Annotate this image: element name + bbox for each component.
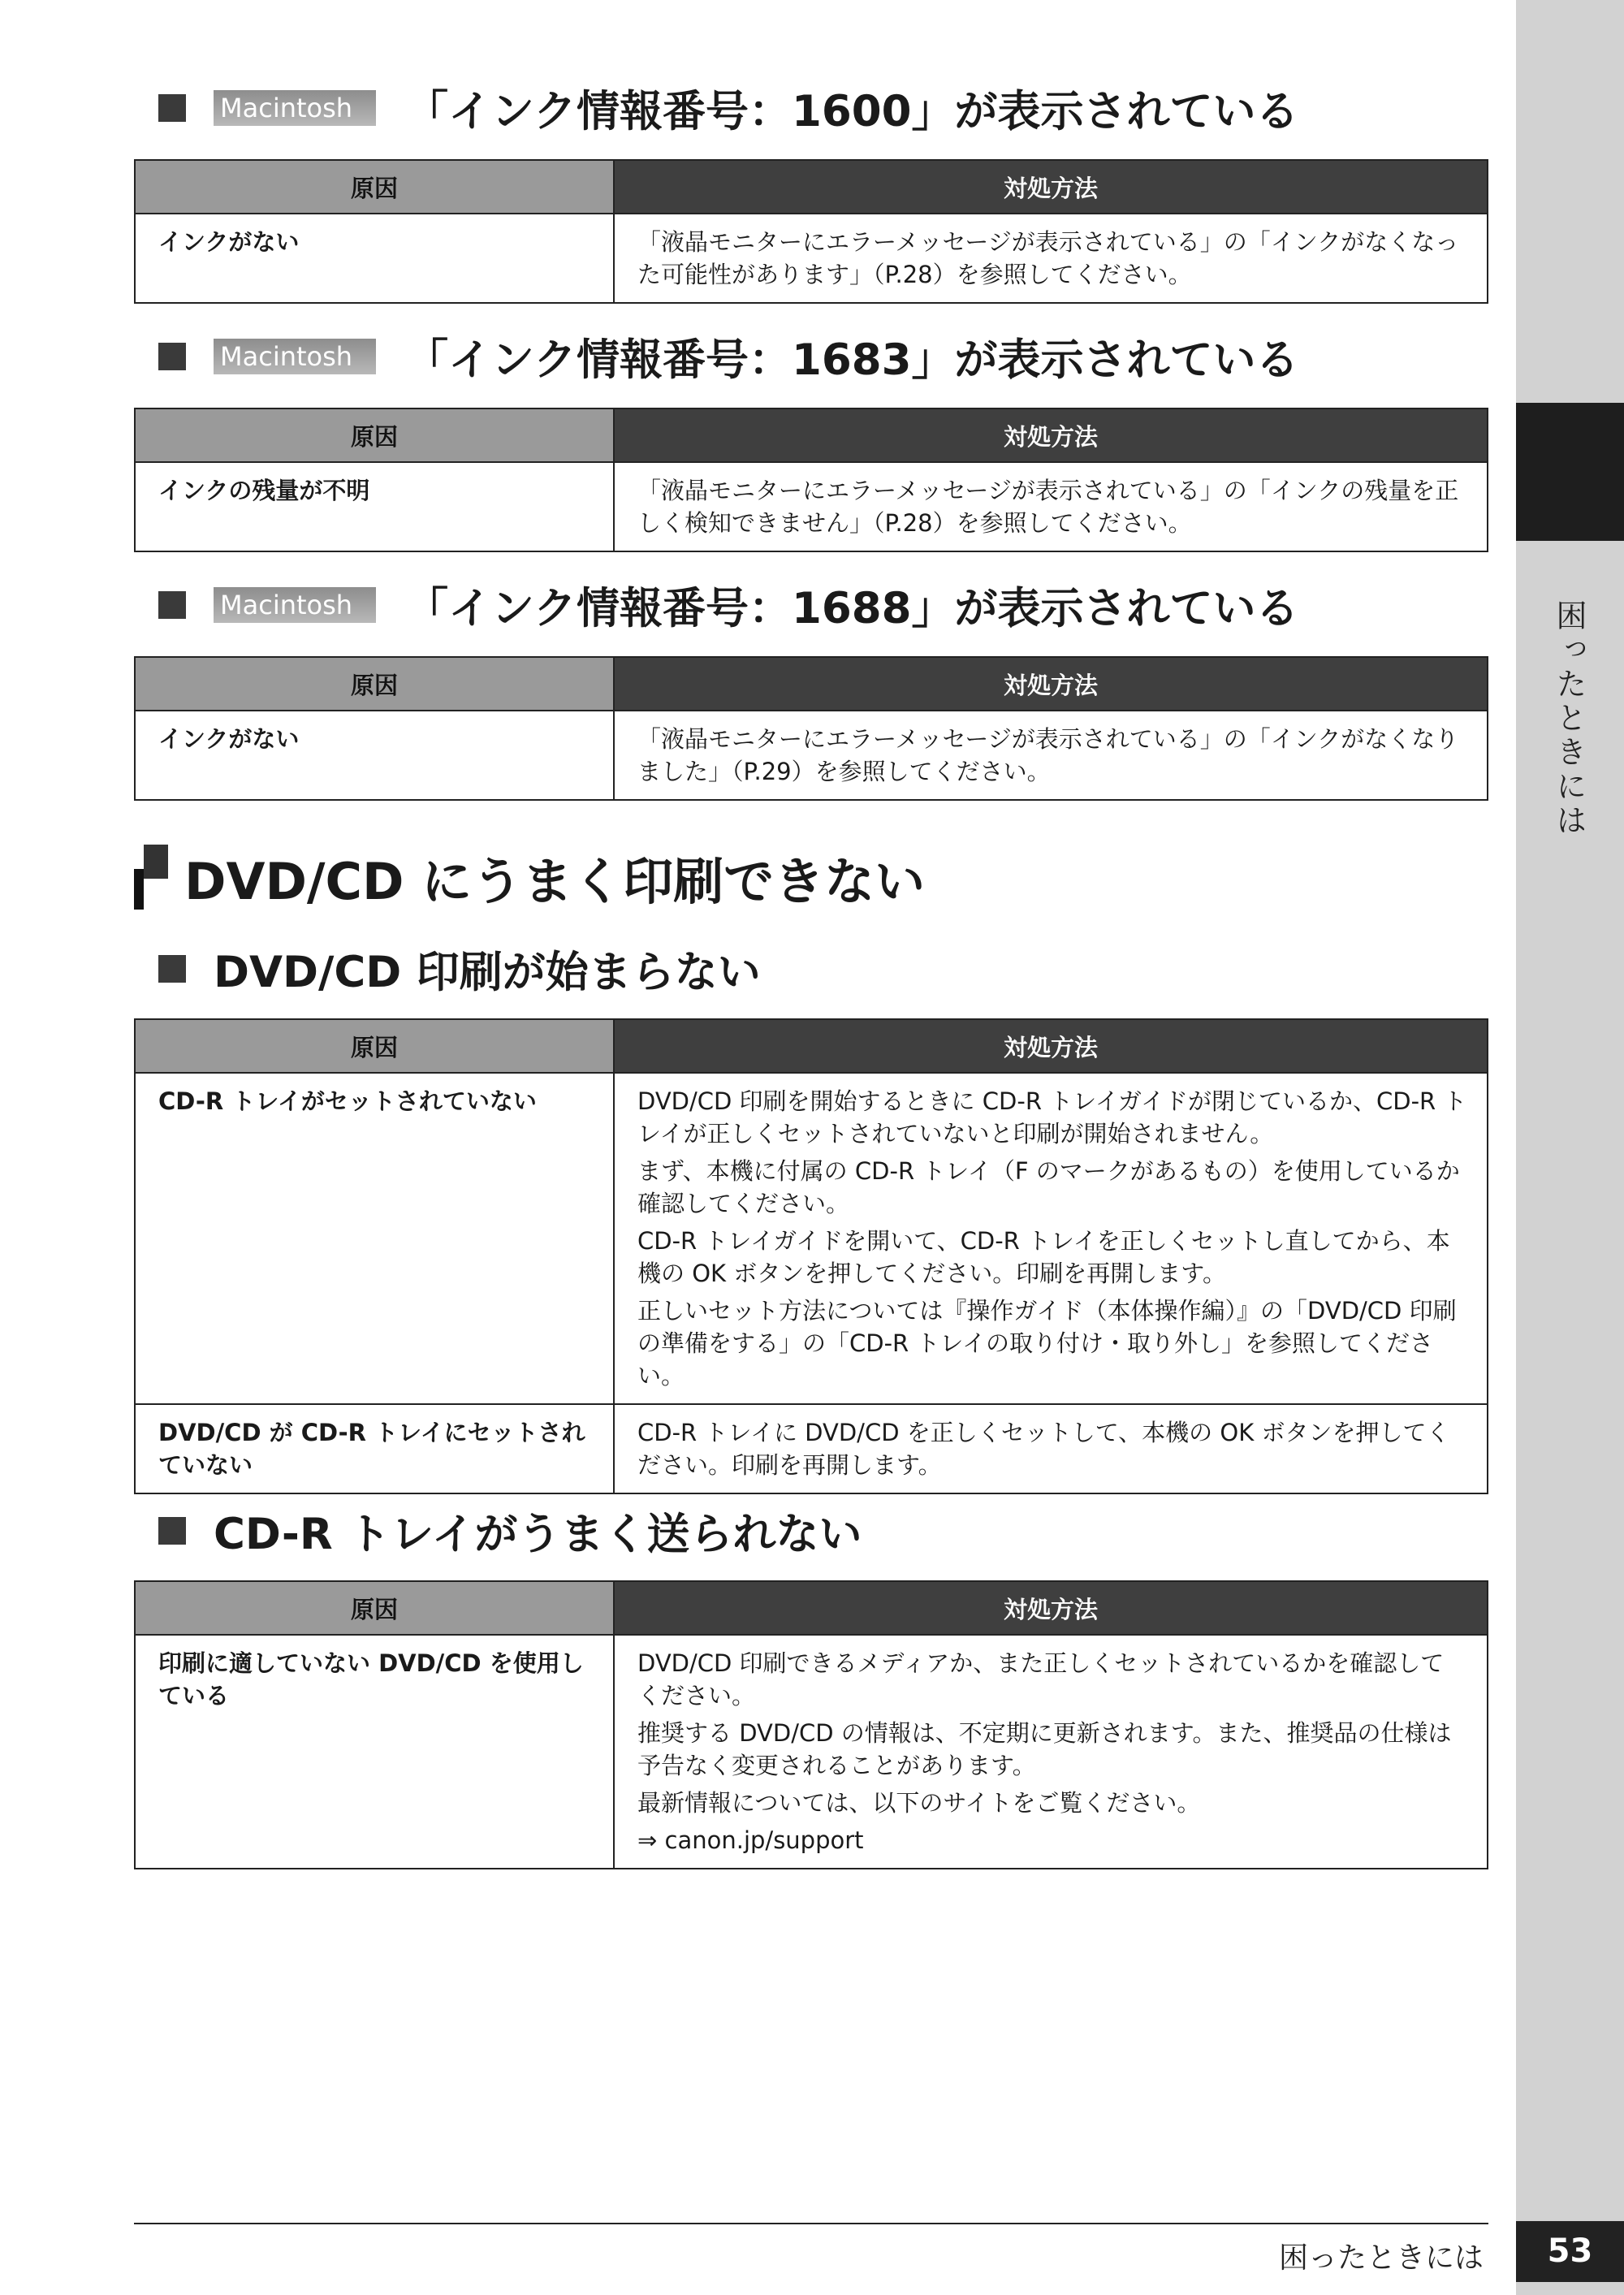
square-bullet-icon bbox=[158, 94, 186, 122]
solution-text: 「液晶モニターにエラーメッセージが表示されている」の「インクの残量を正しく検知できません」（P.28）を参照してください。 bbox=[637, 477, 1459, 537]
macintosh-logo: Macintosh bbox=[214, 587, 376, 623]
solution-text: DVD/CD 印刷できるメディアか、また正しくセットされているかを確認してください。 bbox=[637, 1649, 1445, 1709]
cause-cell: インクの残量が不明 bbox=[135, 462, 614, 551]
table-row bbox=[135, 214, 1488, 303]
solution-cell bbox=[614, 462, 1488, 551]
table-row bbox=[135, 1635, 1488, 1869]
header-cause: 原因 bbox=[135, 657, 614, 711]
solution-text: 最新情報については、以下のサイトをご覧ください。 bbox=[637, 1789, 1201, 1817]
cause-cell: インクがない bbox=[135, 214, 614, 303]
table-dvd-not-starting bbox=[134, 1018, 1488, 1494]
solution-cell bbox=[614, 711, 1488, 800]
table-1600 bbox=[134, 159, 1488, 304]
section-title: 「インク情報番号：1688」が表示されている bbox=[405, 584, 1299, 633]
header-solution: 対処方法 bbox=[614, 408, 1488, 462]
solution-text: 推奨する DVD/CD の情報は、不定期に更新されます。また、推奨品の仕様は予告なく変更されることがあります。 bbox=[637, 1719, 1452, 1779]
square-bullet-icon bbox=[158, 343, 186, 370]
table-tray-feed bbox=[134, 1580, 1488, 1869]
table-1688 bbox=[134, 656, 1488, 801]
main-heading-text: DVD/CD にうまく印刷できない bbox=[184, 851, 926, 911]
subsection-title: CD-R トレイがうまく送られない bbox=[214, 1510, 862, 1559]
cause-cell: DVD/CD が CD-R トレイにセットされていない bbox=[135, 1404, 614, 1493]
table-1683 bbox=[134, 408, 1488, 552]
solution-text: DVD/CD 印刷を開始するときに CD-R トレイガイドが閉じているか、CD-R トレイが正しくセットされていないと印刷が開始されません。 bbox=[637, 1087, 1467, 1148]
section-title: 「インク情報番号：1683」が表示されている bbox=[405, 335, 1299, 385]
header-solution: 対処方法 bbox=[614, 1581, 1488, 1635]
footer-section-label: 困ったときには bbox=[1279, 2241, 1484, 2275]
table-row bbox=[135, 1073, 1488, 1404]
subsection-title: DVD/CD 印刷が始まらない bbox=[214, 948, 761, 997]
footer-divider bbox=[134, 2223, 1488, 2224]
cause-cell: インクがない bbox=[135, 711, 614, 800]
header-cause: 原因 bbox=[135, 408, 614, 462]
heading-mark-icon bbox=[134, 845, 175, 910]
solution-text: 「液晶モニターにエラーメッセージが表示されている」の「インクがなくなった可能性があります」（P.28）を参照してください。 bbox=[637, 228, 1459, 288]
section-heading-1688 bbox=[158, 577, 1298, 633]
solution-text: CD-R トレイガイドを開いて、CD-R トレイを正しくセットし直してから、本機の OK ボタンを押してください。印刷を再開します。 bbox=[637, 1227, 1450, 1287]
macintosh-logo: Macintosh bbox=[214, 339, 376, 374]
cause-cell: CD-R トレイがセットされていない bbox=[135, 1073, 614, 1404]
solution-text: CD-R トレイに DVD/CD を正しくセットして、本機の OK ボタンを押してください。印刷を再開します。 bbox=[637, 1419, 1450, 1479]
solution-cell bbox=[614, 1635, 1488, 1869]
subsection-heading-tray-feed bbox=[158, 1502, 862, 1559]
subsection-heading-not-starting bbox=[158, 940, 761, 997]
header-cause: 原因 bbox=[135, 160, 614, 214]
header-solution: 対処方法 bbox=[614, 1019, 1488, 1073]
solution-cell bbox=[614, 1404, 1488, 1493]
cause-cell: 印刷に適していない DVD/CD を使用している bbox=[135, 1635, 614, 1869]
solution-cell bbox=[614, 1073, 1488, 1404]
header-cause: 原因 bbox=[135, 1019, 614, 1073]
side-tab-label: 困ったときには bbox=[1551, 599, 1587, 838]
table-row bbox=[135, 711, 1488, 800]
header-cause: 原因 bbox=[135, 1581, 614, 1635]
section-title: 「インク情報番号：1600」が表示されている bbox=[405, 87, 1299, 136]
table-row bbox=[135, 462, 1488, 551]
header-solution: 対処方法 bbox=[614, 657, 1488, 711]
square-bullet-icon bbox=[158, 955, 186, 983]
solution-text: 正しいセット方法については『操作ガイド（本体操作編）』の「DVD/CD 印刷の準備をする」の「CD-R トレイの取り付け・取り外し」を参照してください。 bbox=[637, 1297, 1457, 1390]
section-heading-1683 bbox=[158, 328, 1298, 385]
solution-text: まず、本機に付属の CD-R トレイ（F のマークがあるもの）を使用しているか確認してください。 bbox=[637, 1157, 1460, 1217]
page-number: 53 bbox=[1516, 2221, 1624, 2282]
macintosh-logo: Macintosh bbox=[214, 90, 376, 126]
header-solution: 対処方法 bbox=[614, 160, 1488, 214]
square-bullet-icon bbox=[158, 591, 186, 619]
side-tab-active-marker bbox=[1516, 403, 1624, 541]
square-bullet-icon bbox=[158, 1517, 186, 1545]
side-tab-strip bbox=[1516, 0, 1624, 2295]
solution-cell bbox=[614, 214, 1488, 303]
section-heading-1600 bbox=[158, 80, 1298, 136]
main-heading bbox=[134, 845, 925, 910]
table-row bbox=[135, 1404, 1488, 1493]
support-link[interactable]: ⇒ canon.jp/support bbox=[637, 1826, 864, 1854]
solution-text: 「液晶モニターにエラーメッセージが表示されている」の「インクがなくなりました」（P.29）を参照してください。 bbox=[637, 725, 1459, 785]
